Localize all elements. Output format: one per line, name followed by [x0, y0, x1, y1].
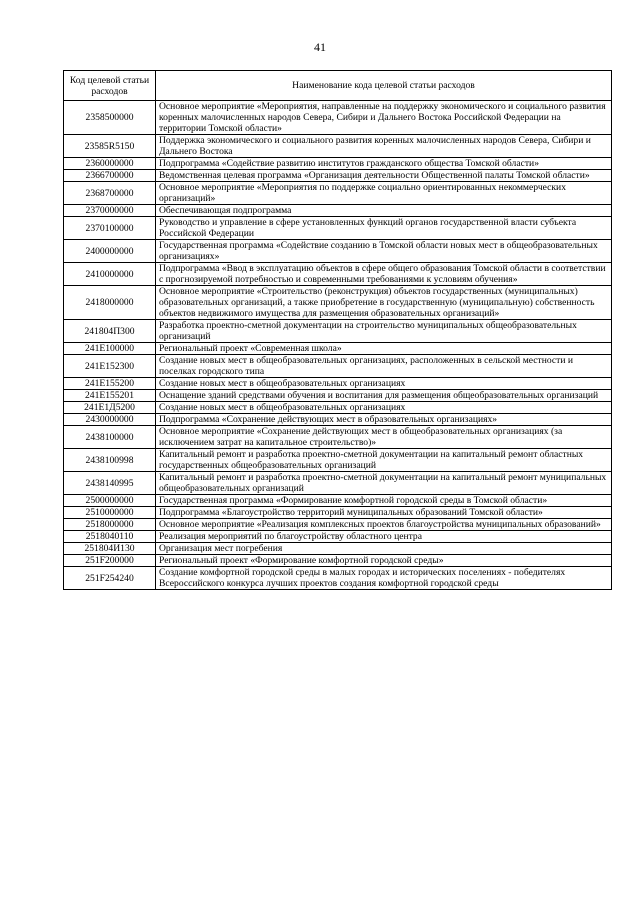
table-row	[64, 217, 612, 240]
table-row	[64, 320, 612, 343]
table-row	[64, 135, 612, 158]
row-name: Основное мероприятие «Мероприятия по поддержке социально ориентированных некоммерческих организаций»	[156, 182, 612, 205]
table-row	[64, 182, 612, 205]
table-row	[64, 472, 612, 495]
row-code: 241E1Д5200	[64, 402, 156, 414]
row-name: Обеспечивающая подпрограмма	[156, 205, 612, 217]
row-code: 2400000000	[64, 240, 156, 263]
row-name: Создание новых мест в общеобразовательных организациях	[156, 378, 612, 390]
row-code: 2368700000	[64, 182, 156, 205]
table-row	[64, 158, 612, 170]
table-row	[64, 286, 612, 320]
table-row	[64, 555, 612, 567]
row-code: 2360000000	[64, 158, 156, 170]
row-name: Региональный проект «Формирование комфортной городской среды»	[156, 555, 612, 567]
table-row	[64, 426, 612, 449]
table-row	[64, 567, 612, 590]
table-row	[64, 414, 612, 426]
table-row	[64, 519, 612, 531]
table-row	[64, 402, 612, 414]
table-row	[64, 343, 612, 355]
row-code: 2438140995	[64, 472, 156, 495]
table-row	[64, 355, 612, 378]
row-code: 23585R5150	[64, 135, 156, 158]
table-row	[64, 507, 612, 519]
row-name: Ведомственная целевая программа «Организация деятельности Общественной палаты Томской области»	[156, 170, 612, 182]
row-name: Разработка проектно-сметной документации на строительство муниципальных общеобразовательных организаций	[156, 320, 612, 343]
row-code: 2510000000	[64, 507, 156, 519]
row-code: 2500000000	[64, 495, 156, 507]
row-code: 251F200000	[64, 555, 156, 567]
table-body	[64, 101, 612, 590]
row-name: Руководство и управление в сфере установленных функций органов государственной власти субъекта Российской Федерации	[156, 217, 612, 240]
table-row	[64, 495, 612, 507]
table-header-row	[64, 71, 612, 101]
row-code: 241E152300	[64, 355, 156, 378]
row-code: 2370100000	[64, 217, 156, 240]
row-code: 251804И130	[64, 543, 156, 555]
table-row	[64, 543, 612, 555]
row-name: Создание новых мест в общеобразовательных организациях, расположенных в сельской местности и поселках городского типа	[156, 355, 612, 378]
row-code: 241E155200	[64, 378, 156, 390]
table-row	[64, 101, 612, 135]
row-name: Государственная программа «Содействие созданию в Томской области новых мест в общеобразовательных организациях»	[156, 240, 612, 263]
row-code: 251F254240	[64, 567, 156, 590]
table-row	[64, 449, 612, 472]
row-code: 2518040110	[64, 531, 156, 543]
row-name: Региональный проект «Современная школа»	[156, 343, 612, 355]
row-code: 2518000000	[64, 519, 156, 531]
table-row	[64, 531, 612, 543]
row-name: Основное мероприятие «Строительство (реконструкция) объектов государственных (муниципальных) образовательных организаций, а также приобретение в государственную (муниципальную) собственность объектов недвижимого имущества для размещения образовательных организаций»	[156, 286, 612, 320]
row-name: Оснащение зданий средствами обучения и воспитания для размещения общеобразовательных организаций	[156, 390, 612, 402]
row-code: 241E100000	[64, 343, 156, 355]
row-code: 241E155201	[64, 390, 156, 402]
row-code: 2438100998	[64, 449, 156, 472]
table-row	[64, 205, 612, 217]
table-row	[64, 170, 612, 182]
row-code: 2410000000	[64, 263, 156, 286]
row-name: Капитальный ремонт и разработка проектно-сметной документации на капитальный ремонт областных государственных общеобразовательных организаций	[156, 449, 612, 472]
row-name: Государственная программа «Формирование комфортной городской среды в Томской области»	[156, 495, 612, 507]
row-name: Организация мест погребения	[156, 543, 612, 555]
header-name: Наименование кода целевой статьи расходов	[156, 71, 612, 101]
row-code: 2438100000	[64, 426, 156, 449]
row-name: Основное мероприятие «Мероприятия, направленные на поддержку экономического и социального развития коренных малочисленных народов Севера, Сибири и Дальнего Востока Российской Федерации на территории Томской области»	[156, 101, 612, 135]
table-row	[64, 378, 612, 390]
row-name: Создание новых мест в общеобразовательных организациях	[156, 402, 612, 414]
budget-code-table	[63, 70, 612, 590]
table-row	[64, 263, 612, 286]
row-name: Подпрограмма «Благоустройство территорий муниципальных образований Томской области»	[156, 507, 612, 519]
row-code: 2418000000	[64, 286, 156, 320]
row-code: 2358500000	[64, 101, 156, 135]
row-code: 2366700000	[64, 170, 156, 182]
row-name: Создание комфортной городской среды в малых городах и исторических поселениях - победителях Всероссийского конкурса лучших проектов создания комфортной городской среды	[156, 567, 612, 590]
header-code: Код целевой статьи расходов	[64, 71, 156, 101]
table-row	[64, 240, 612, 263]
row-name: Подпрограмма «Сохранение действующих мест в образовательных организациях»	[156, 414, 612, 426]
row-code: 2430000000	[64, 414, 156, 426]
row-name: Основное мероприятие «Реализация комплексных проектов благоустройства муниципальных образований»	[156, 519, 612, 531]
row-name: Капитальный ремонт и разработка проектно-сметной документации на капитальный ремонт муниципальных общеобразовательных организаций	[156, 472, 612, 495]
table-row	[64, 390, 612, 402]
row-code: 2370000000	[64, 205, 156, 217]
row-name: Подпрограмма «Ввод в эксплуатацию объектов в сфере общего образования Томской области в соответствии с прогнозируемой потребностью и современными требованиями к условиям обучения»	[156, 263, 612, 286]
row-name: Подпрограмма «Содействие развитию институтов гражданского общества Томской области»	[156, 158, 612, 170]
row-name: Основное мероприятие «Сохранение действующих мест в общеобразовательных организациях (за исключением затрат на капитальное строительство)»	[156, 426, 612, 449]
row-name: Поддержка экономического и социального развития коренных малочисленных народов Севера, Сибири и Дальнего Востока	[156, 135, 612, 158]
page-number: 41	[314, 40, 326, 54]
row-code: 241804П300	[64, 320, 156, 343]
row-name: Реализация мероприятий по благоустройству областного центра	[156, 531, 612, 543]
